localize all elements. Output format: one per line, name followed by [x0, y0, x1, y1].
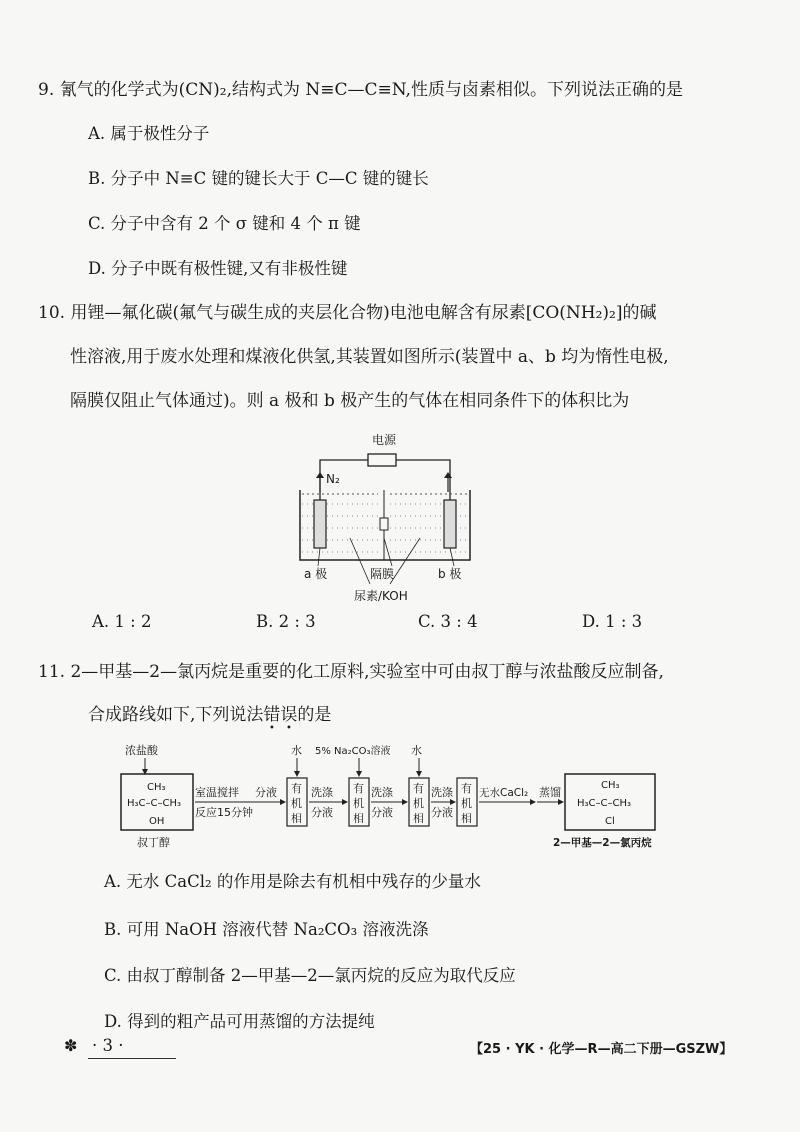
q10-option-c: C. 3 : 4	[418, 612, 478, 631]
step-wash-1: 洗涤	[311, 786, 333, 799]
step-separate-4: 分液	[431, 806, 453, 819]
organic-4-char-1: 有	[461, 782, 472, 795]
gas-label-n2: N₂	[326, 472, 340, 486]
q11-stem-line-1: 11. 2—甲基—2—氯丙烷是重要的化工原料,实验室中可由叔丁醇与浓盐酸反应制备,	[38, 662, 664, 682]
q11-option-b: B. 可用 NaOH 溶液代替 Na₂CO₃ 溶液洗涤	[104, 920, 429, 939]
page-number: · 3 ·	[92, 1036, 124, 1055]
organic-4-char-2: 机	[461, 797, 472, 810]
q9-option-c: C. 分子中含有 2 个 σ 键和 4 个 π 键	[88, 214, 361, 233]
q9-option-b: B. 分子中 N≡C 键的键长大于 C—C 键的键长	[88, 169, 429, 188]
q9-option-a: A. 属于极性分子	[88, 124, 210, 143]
power-label: 电源	[372, 433, 397, 447]
reactant-top: CH₃	[147, 782, 166, 793]
q11-option-d: D. 得到的粗产品可用蒸馏的方法提纯	[104, 1012, 375, 1031]
step-separate-2: 分液	[311, 806, 333, 819]
power-source	[368, 454, 396, 466]
organic-2-char-2: 机	[353, 797, 364, 810]
condition-stir: 室温搅拌	[195, 786, 239, 799]
reactant-label: 叔丁醇	[137, 836, 170, 849]
q11-option-a: A. 无水 CaCl₂ 的作用是除去有机相中残存的少量水	[104, 872, 481, 891]
organic-1-char-2: 机	[291, 797, 302, 810]
reactant-mid: H₃C–C–CH₃	[127, 798, 182, 809]
reactant-bot: OH	[149, 816, 165, 827]
q11-option-c: C. 由叔丁醇制备 2—甲基—2—氯丙烷的反应为取代反应	[104, 966, 516, 985]
electrode-b	[444, 500, 456, 548]
step-drying: 无水CaCl₂	[479, 787, 529, 799]
electrode-a	[314, 500, 326, 548]
organic-2-char-3: 相	[353, 812, 364, 825]
organic-4-char-3: 相	[461, 812, 472, 825]
synthesis-flowchart	[115, 738, 665, 852]
membrane	[380, 518, 388, 530]
organic-2-char-1: 有	[353, 782, 364, 795]
q11-stem-pre: 合成路线如下,下列说法	[88, 705, 264, 725]
organic-3-char-1: 有	[413, 782, 424, 795]
electrolysis-diagram	[290, 428, 480, 608]
q9-option-d: D. 分子中既有极性键,又有非极性键	[88, 259, 348, 278]
electrode-b-label: b 极	[438, 567, 462, 581]
step-separate-3: 分液	[371, 806, 393, 819]
water-label-2: 水	[411, 744, 422, 757]
q10-option-a: A. 1 : 2	[92, 612, 152, 631]
product-bot: Cl	[605, 816, 615, 827]
membrane-label: 隔膜	[370, 567, 395, 581]
product-mid: H₃C–C–CH₃	[577, 798, 632, 809]
q10-stem-line-2: 性溶液,用于废水处理和煤液化供氢,其装置如图所示(装置中 a、b 均为惰性电极,	[70, 347, 669, 367]
gas-arrow-b	[444, 472, 452, 478]
q11-stem-emphasis: 错误 • •	[263, 705, 298, 734]
q9-stem: 9. 氰气的化学式为(CN)₂,结构式为 N≡C—C≡N,性质与卤素相似。下列说法正确的是	[38, 80, 683, 100]
step-separate-1: 分液	[255, 786, 277, 799]
condition-time: 反应15分钟	[195, 806, 253, 819]
organic-3-char-2: 机	[413, 797, 424, 810]
organic-1-char-1: 有	[291, 782, 302, 795]
step-wash-3: 洗涤	[431, 786, 453, 799]
exam-code: 【25 · YK · 化学—R—高二下册—GSZW】	[470, 1042, 733, 1057]
step-distill: 蒸馏	[539, 786, 561, 799]
electrode-a-label: a 极	[304, 567, 328, 581]
product-top: CH₃	[601, 780, 620, 791]
q10-stem-line-1: 10. 用锂—氟化碳(氟气与碳生成的夹层化合物)电池电解含有尿素[CO(NH₂)₂]的碱	[38, 303, 657, 323]
water-label-1: 水	[291, 744, 302, 757]
q11-stem-post: 的是	[297, 705, 332, 725]
page-number-underline	[88, 1058, 176, 1059]
q10-option-d: D. 1 : 3	[582, 612, 643, 631]
hcl-label: 浓盐酸	[125, 744, 158, 757]
product-label: 2—甲基—2—氯丙烷	[553, 837, 652, 849]
na2co3-label: 5% Na₂CO₃溶液	[315, 746, 391, 757]
step-wash-2: 洗涤	[371, 786, 393, 799]
organic-3-char-3: 相	[413, 812, 424, 825]
q10-option-b: B. 2 : 3	[256, 612, 316, 631]
solution-label: 尿素/KOH	[354, 589, 408, 603]
q10-stem-line-3: 隔膜仅阻止气体通过)。则 a 极和 b 极产生的气体在相同条件下的体积比为	[70, 391, 630, 411]
footer-ornament-icon: ✽	[64, 1036, 78, 1055]
gas-arrow-a	[316, 472, 324, 478]
organic-1-char-3: 相	[291, 812, 302, 825]
q11-stem-line-2	[88, 700, 332, 734]
